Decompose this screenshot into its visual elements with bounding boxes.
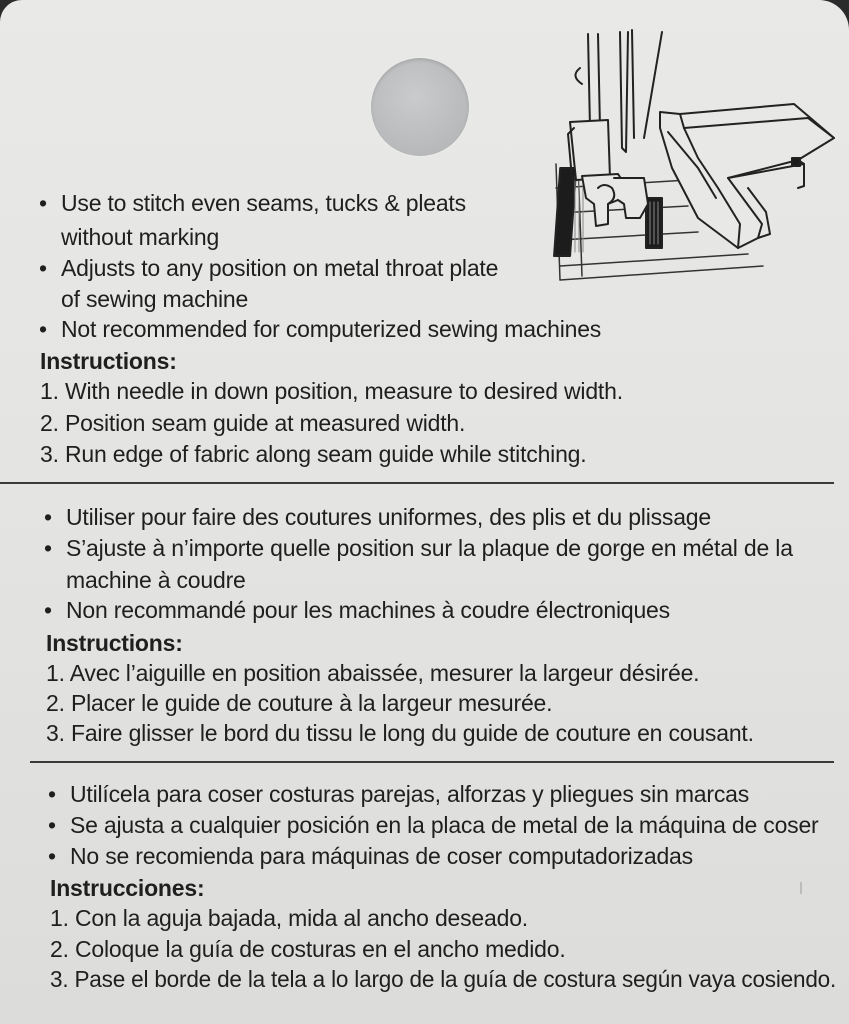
french-step-2: 2. Placer le guide de couture à la largeur mesurée. <box>46 690 553 716</box>
english-bullet-2: • Adjusts to any position on metal throat plate <box>61 255 498 282</box>
spanish-step-2: 2. Coloque la guía de costuras en el ancho medido. <box>50 936 566 962</box>
section-divider-2 <box>30 761 834 763</box>
english-bullet-1-continued: without marking <box>61 224 220 250</box>
spanish-step-3: 3. Pase el borde de la tela a lo largo de la guía de costura según vaya cosiendo. <box>50 966 837 992</box>
seam-guide-illustration-icon <box>548 28 840 288</box>
french-bullet-2: • S’ajuste à n’importe quelle position sur la plaque de gorge en métal de la <box>66 535 793 562</box>
section-divider-1 <box>0 482 834 484</box>
english-step-3: 3. Run edge of fabric along seam guide while stitching. <box>40 441 587 467</box>
spanish-bullet-2: • Se ajusta a cualquier posición en la placa de metal de la máquina de coser <box>70 812 819 839</box>
english-bullet-2-continued: of sewing machine <box>61 286 249 312</box>
french-step-3: 3. Faire glisser le bord du tissu le long du guide de couture en cousant. <box>46 720 754 746</box>
english-step-1: 1. With needle in down position, measure to desired width. <box>40 378 623 404</box>
spanish-bullet-3: • No se recomienda para máquinas de coser computadorizadas <box>70 843 693 870</box>
english-step-2: 2. Position seam guide at measured width. <box>40 410 466 436</box>
english-bullet-3: • Not recommended for computerized sewing machines <box>61 316 601 343</box>
french-bullet-1: • Utiliser pour faire des coutures uniformes, des plis et du plissage <box>66 504 711 531</box>
french-bullet-2-continued: machine à coudre <box>66 567 246 593</box>
spanish-instructions-heading: Instrucciones: <box>50 875 205 901</box>
english-instructions-heading: Instructions: <box>40 348 177 374</box>
french-instructions-heading: Instructions: <box>46 630 183 656</box>
hang-hole <box>371 58 469 156</box>
french-step-1: 1. Avec l’aiguille en position abaissée, mesurer la largeur désirée. <box>46 660 700 686</box>
spanish-step-1: 1. Con la aguja bajada, mida al ancho deseado. <box>50 905 528 931</box>
english-bullet-1: • Use to stitch even seams, tucks & pleats <box>61 190 466 217</box>
paper-mark <box>800 882 802 894</box>
french-bullet-3: • Non recommandé pour les machines à coudre électroniques <box>66 597 670 624</box>
spanish-bullet-1: • Utilícela para coser costuras parejas, alforzas y pliegues sin marcas <box>70 781 749 808</box>
